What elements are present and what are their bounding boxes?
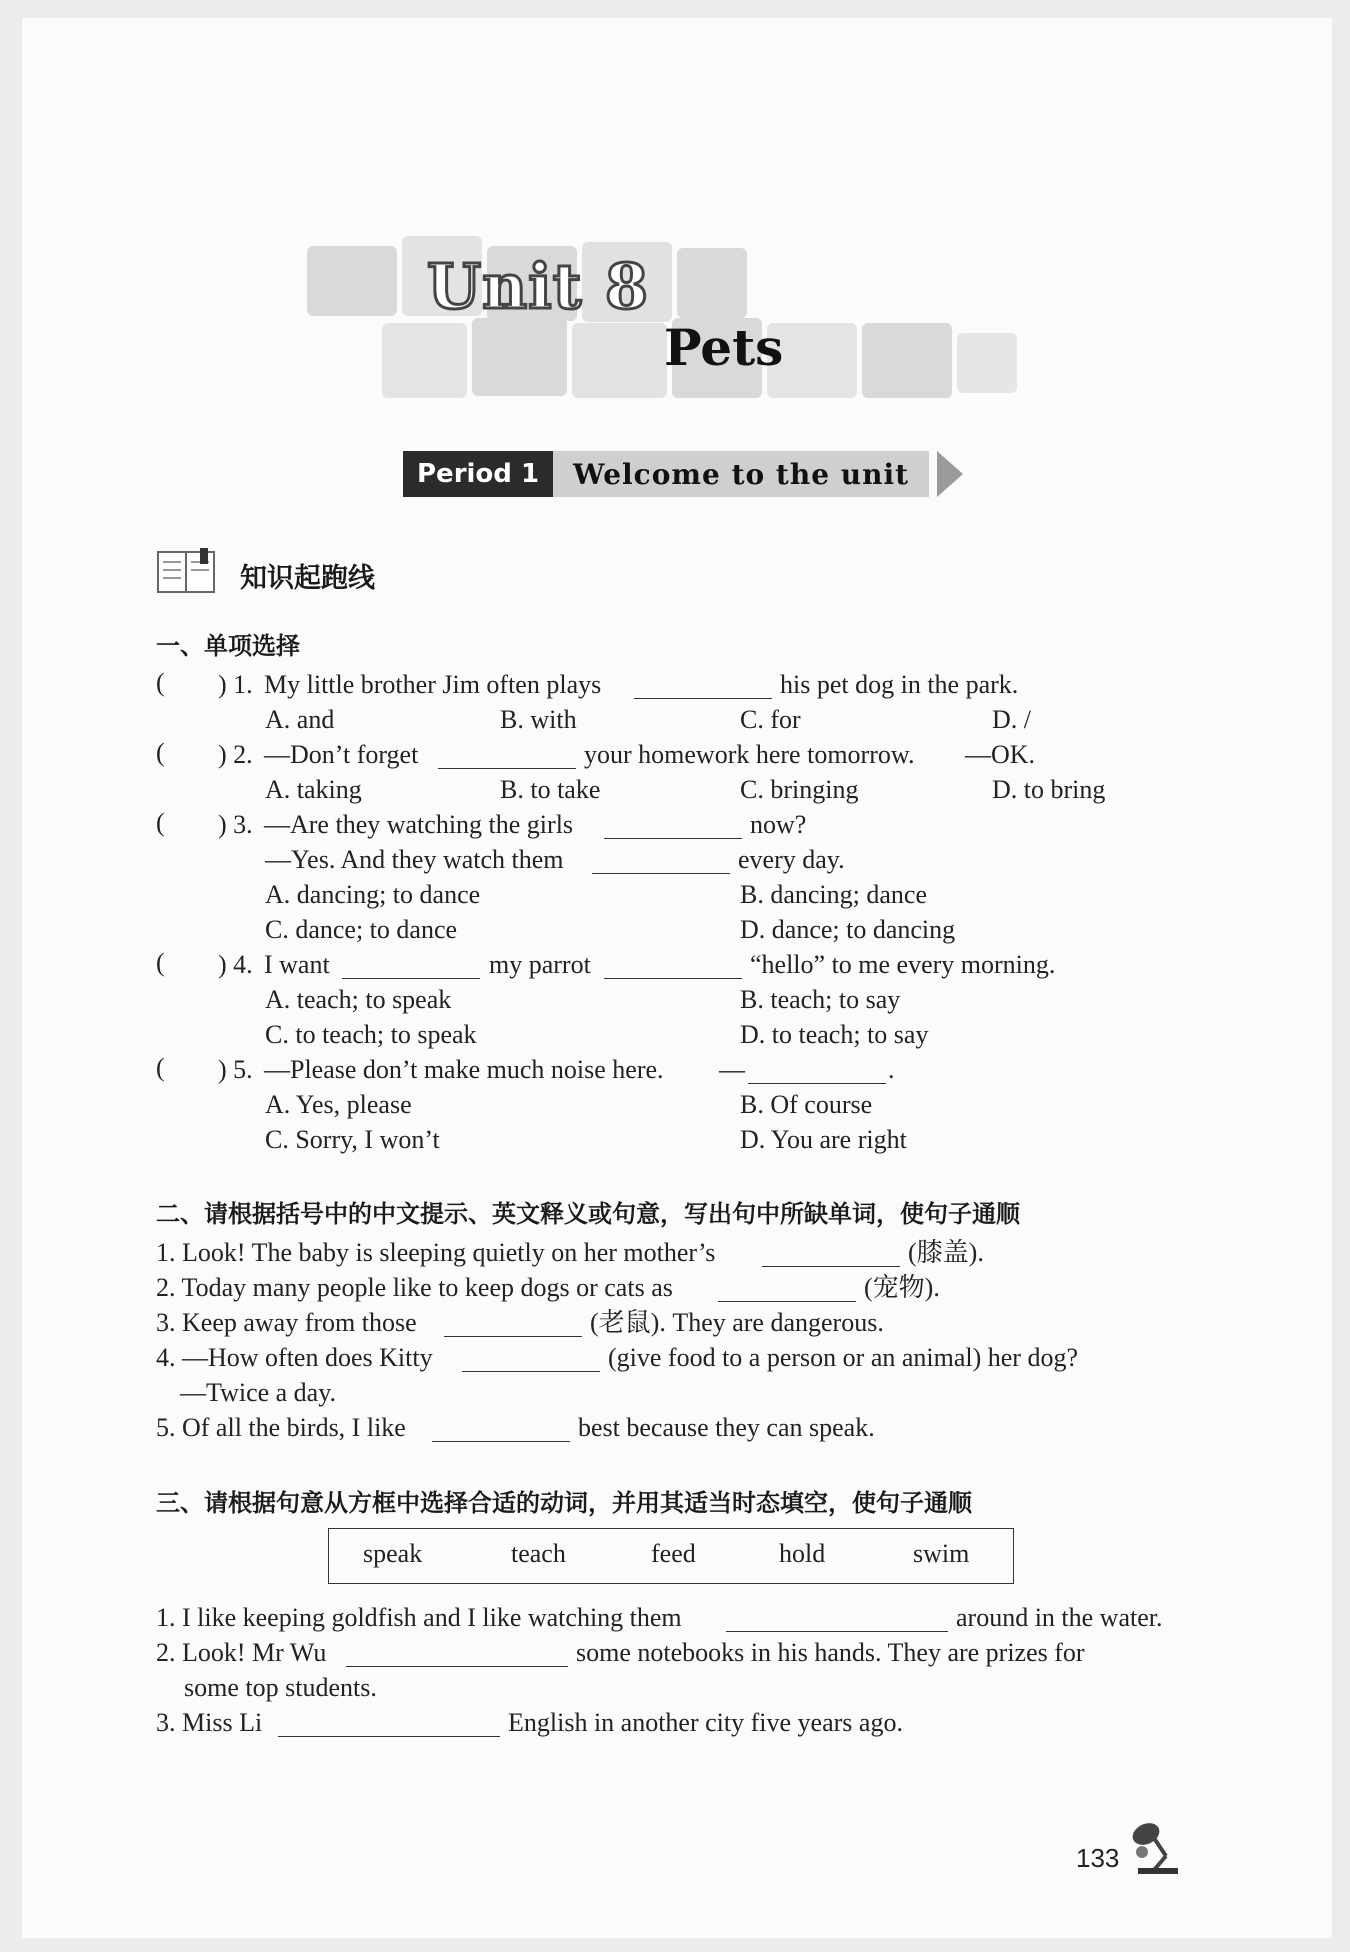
question-text: now?: [750, 810, 807, 839]
item-text: around in the water.: [956, 1603, 1163, 1632]
option-b: B. with: [500, 705, 577, 734]
answer-blank[interactable]: [432, 1419, 570, 1442]
answer-blank[interactable]: [604, 956, 742, 979]
section-heading: 知识起跑线: [240, 563, 375, 594]
period-title: Welcome to the unit: [553, 451, 929, 497]
option-a: A. taking: [265, 775, 362, 804]
option-d: D. dance; to dancing: [740, 915, 956, 944]
question-number: ) 5.: [218, 1055, 253, 1084]
answer-blank[interactable]: [718, 1279, 856, 1302]
item-text: some notebooks in his hands. They are prizes for: [576, 1638, 1085, 1667]
item-hint: (give food to a person or an animal) her dog?: [608, 1343, 1079, 1372]
question-text: your homework here tomorrow.: [584, 740, 915, 769]
option-d: D. to bring: [992, 775, 1106, 804]
option-b: B. to take: [500, 775, 601, 804]
answer-blank[interactable]: [462, 1349, 600, 1372]
answer-bracket[interactable]: (: [156, 948, 165, 977]
unit-subtitle: Pets: [664, 318, 784, 377]
item-hint: (宠物).: [864, 1273, 940, 1302]
option-a: A. Yes, please: [265, 1090, 412, 1119]
response-dash: —: [719, 1055, 745, 1084]
part2-title: 二、请根据括号中的中文提示、英文释义或句意，写出句中所缺单词，使句子通顺: [156, 1200, 1020, 1228]
item-text: 1. Look! The baby is sleeping quietly on her mother’s: [156, 1238, 716, 1267]
unit-title: Unit 8: [427, 250, 650, 323]
word-option: teach: [511, 1539, 566, 1568]
question-text: “hello” to me every morning.: [750, 950, 1056, 979]
option-c: C. dance; to dance: [265, 915, 458, 944]
item-text: 2. Look! Mr Wu: [156, 1638, 327, 1667]
answer-blank[interactable]: [592, 851, 730, 874]
answer-blank[interactable]: [726, 1609, 948, 1632]
question-number: ) 4.: [218, 950, 253, 979]
word-option: speak: [363, 1539, 423, 1568]
option-b: B. Of course: [740, 1090, 873, 1119]
item-hint: best because they can speak.: [578, 1413, 875, 1442]
book-icon: [156, 548, 218, 601]
item-text: 3. Keep away from those: [156, 1308, 417, 1337]
option-b: B. dancing; dance: [740, 880, 927, 909]
option-d: D. You are right: [740, 1125, 907, 1154]
answer-blank[interactable]: [438, 746, 576, 769]
answer-bracket[interactable]: (: [156, 1053, 165, 1082]
answer-blank[interactable]: [604, 816, 742, 839]
question-text: —Yes. And they watch them: [265, 845, 564, 874]
worksheet-page: [22, 18, 1332, 1938]
question-number: ) 3.: [218, 810, 253, 839]
option-a: A. dancing; to dance: [265, 880, 481, 909]
option-d: D. /: [992, 705, 1031, 734]
answer-bracket[interactable]: (: [156, 668, 165, 697]
period-banner: [403, 451, 963, 497]
word-option: feed: [651, 1539, 696, 1568]
option-a: A. teach; to speak: [265, 985, 452, 1014]
answer-blank[interactable]: [444, 1314, 582, 1337]
option-c: C. to teach; to speak: [265, 1020, 477, 1049]
option-c: C. Sorry, I won’t: [265, 1125, 440, 1154]
answer-bracket[interactable]: (: [156, 808, 165, 837]
option-a: A. and: [265, 705, 335, 734]
word-box: [328, 1528, 1014, 1584]
item-response: —Twice a day.: [180, 1378, 337, 1407]
question-text: my parrot: [489, 950, 591, 979]
question-text: every day.: [738, 845, 845, 874]
option-b: B. teach; to say: [740, 985, 901, 1014]
question-text: —Are they watching the girls: [264, 810, 574, 839]
answer-blank[interactable]: [762, 1244, 900, 1267]
answer-blank[interactable]: [278, 1714, 500, 1737]
question-number: ) 1.: [218, 670, 253, 699]
part1-title: 一、单项选择: [156, 632, 300, 660]
page-number: 133: [1076, 1843, 1120, 1873]
word-option: hold: [779, 1539, 826, 1568]
word-option: swim: [913, 1539, 970, 1568]
question-text: —Don’t forget: [264, 740, 419, 769]
item-hint: (膝盖).: [908, 1238, 984, 1267]
item-text: English in another city five years ago.: [508, 1708, 903, 1737]
question-text: My little brother Jim often plays: [264, 670, 602, 699]
question-text: —Please don’t make much noise here.: [264, 1055, 664, 1084]
item-text: 4. —How often does Kitty: [156, 1343, 433, 1372]
item-text: 3. Miss Li: [156, 1708, 263, 1737]
item-text: 1. I like keeping goldfish and I like watching them: [156, 1603, 682, 1632]
part3-title: 三、请根据句意从方框中选择合适的动词，并用其适当时态填空，使句子通顺: [156, 1489, 972, 1517]
option-c: C. bringing: [740, 775, 859, 804]
answer-blank[interactable]: [342, 956, 480, 979]
item-text: 5. Of all the birds, I like: [156, 1413, 406, 1442]
period-label: Period 1: [403, 451, 553, 497]
question-number: ) 2.: [218, 740, 253, 769]
answer-bracket[interactable]: (: [156, 738, 165, 767]
response-period: .: [888, 1055, 895, 1084]
answer-blank[interactable]: [346, 1644, 568, 1667]
lamp-icon: [1124, 1812, 1184, 1881]
item-text: some top students.: [184, 1673, 377, 1702]
answer-blank[interactable]: [748, 1061, 886, 1084]
answer-blank[interactable]: [634, 676, 772, 699]
response-text: —OK.: [965, 740, 1036, 769]
question-text: his pet dog in the park.: [780, 670, 1019, 699]
arrow-icon: [937, 451, 963, 497]
option-d: D. to teach; to say: [740, 1020, 929, 1049]
option-c: C. for: [740, 705, 801, 734]
item-hint: (老鼠). They are dangerous.: [590, 1308, 884, 1337]
item-text: 2. Today many people like to keep dogs or cats as: [156, 1273, 673, 1302]
question-text: I want: [264, 950, 330, 979]
